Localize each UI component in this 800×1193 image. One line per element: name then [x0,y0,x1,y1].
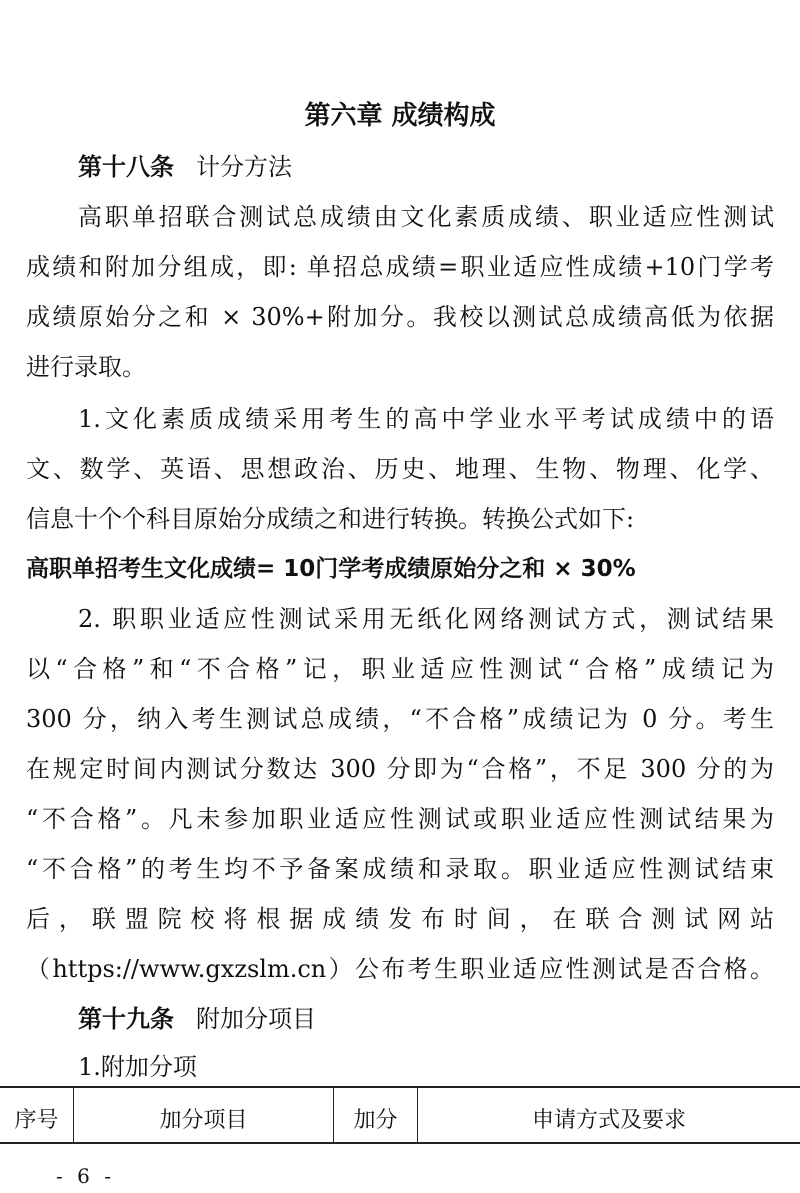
table-header-cell: 申请方式及要求 [531,1107,686,1133]
item-2-line: 300 分，纳入考生测试总成绩，“不合格”成绩记为 0 分。考生 [26,705,774,733]
item-2-line: “不合格”的考生均不予备案成绩和录取。职业适应性测试结束 [26,855,774,883]
table-header-cell: 加分项目 [74,1088,334,1142]
article-19-title: 附加分项目 [196,1005,316,1033]
table-header-cell: 序号 [0,1088,74,1142]
article-18-title: 计分方法 [196,153,292,181]
table-header-cell: 加分 [334,1088,418,1142]
article-18-number: 第十八条 [78,153,174,181]
article-19-number: 第十九条 [78,1005,174,1033]
paragraph-line: 成绩原始分之和 × 30%+附加分。我校以测试总成绩高低为依据 [26,303,774,331]
item-2-line: 后，联盟院校将根据成绩发布时间，在联合测试网站 [26,905,774,933]
item-1-line: 文、数学、英语、思想政治、历史、地理、生物、物理、化学、 [26,455,774,483]
paragraph-line: 高职单招联合测试总成绩由文化素质成绩、职业适应性测试 [78,203,774,231]
page-number: - 6 - [56,1164,115,1188]
paragraph-line: 进行录取。 [26,353,146,381]
conversion-formula: 高职单招考生文化成绩= 10门学考成绩原始分之和 × 30% [26,556,636,582]
paragraph-line: 成绩和附加分组成，即: 单招总成绩=职业适应性成绩+10门学考 [26,253,774,281]
bonus-table-header [0,1086,800,1144]
item-2-line: “不合格”。凡未参加职业适应性测试或职业适应性测试结果为 [26,805,774,833]
sub-heading: 1.附加分项 [78,1053,197,1081]
item-2-line: 在规定时间内测试分数达 300 分即为“合格”，不足 300 分的为 [26,755,774,783]
item-2-line: 2. 职职业适应性测试采用无纸化网络测试方式，测试结果 [78,605,774,633]
article-19-heading [78,994,774,1044]
item-2-line: 以“合格”和“不合格”记，职业适应性测试“合格”成绩记为 [26,655,774,683]
article-18-heading [78,142,774,192]
chapter-title: 第六章 成绩构成 [304,101,496,131]
item-1-line: 信息十个个科目原始分成绩之和进行转换。转换公式如下: [26,505,635,533]
item-1-line: 1.文化素质成绩采用考生的高中学业水平考试成绩中的语 [78,405,774,433]
item-2-line: （https://www.gxzslm.cn）公布考生职业适应性测试是否合格。 [26,955,774,983]
